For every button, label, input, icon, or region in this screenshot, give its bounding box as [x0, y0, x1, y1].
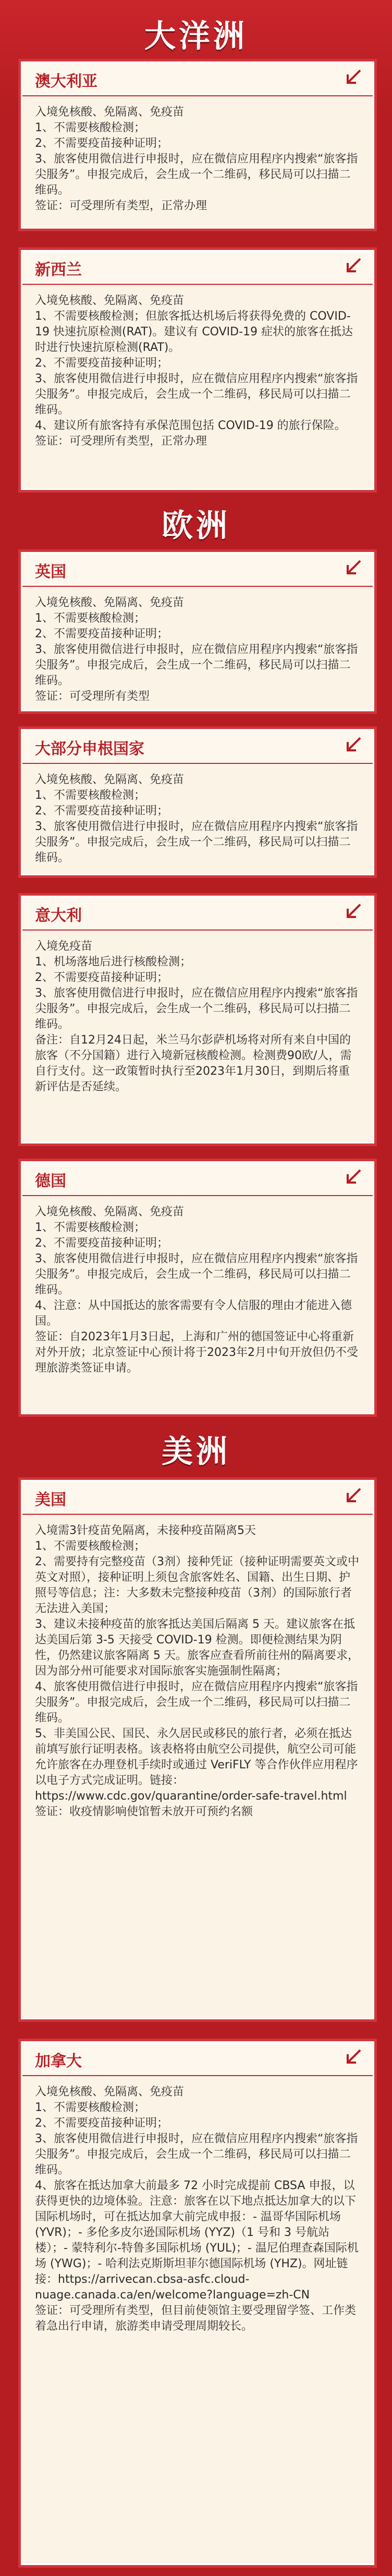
card-germany [21, 1161, 374, 1414]
card-uk [21, 552, 374, 711]
line: 5、非美国公民、国民、永久居民或移民的旅行者，必须在抵达前填写旅行证明表格。该表格将由航空公司提供，航空公司可能允许旅客在办理登机手续时或通过 VeriFLY 等合作伙伴应用程序以电子方式完成证明。链接：https://www.cdc.gov/quarantine/order-safe-travel.html [35, 1727, 358, 1803]
card-body [22, 2076, 373, 2344]
line: 2、不需要疫苗接种证明； [35, 1237, 168, 1250]
card-new-zealand [21, 250, 374, 490]
line: 2、需要持有完整疫苗（3剂）接种凭证（接种证明需要英文或中英文对照），接种证明上须包含旅客姓名、国籍、出生日期、护照号等信息；注：大多数未完整接种疫苗（3剂）的国际旅行者无法进入美国； [35, 1555, 359, 1615]
line: 3、旅客使用微信进行申报时，应在微信应用程序内搜索“旅客指尖服务”。申报完成后，会生成一个二维码，移民局可以扫描二维码。 [35, 2132, 358, 2177]
line: 3、旅客使用微信进行申报时，应在微信应用程序内搜索“旅客指尖服务”。申报完成后，会生成一个二维码，移民局可以扫描二维码。 [35, 372, 358, 417]
card-header [22, 252, 373, 285]
line: 4、建议所有旅客持有承保范围包括 COVID-19 的旅行保险。 [35, 419, 346, 432]
line: 2、不需要疫苗接种证明； [35, 2117, 168, 2130]
line: 4、注意：从中国抵达的旅客需要有令人信服的理由才能进入德国。 [35, 1299, 352, 1328]
line: 2、不需要疫苗接种证明； [35, 971, 168, 984]
card-usa [21, 1480, 374, 2019]
card-body [22, 764, 373, 875]
line: 签证：自2023年1月3日起，上海和广州的德国签证中心将重新对外开放；北京签证中心预计将于2023年2月中旬开放但仍不受理旅游类签证申请。 [35, 1330, 358, 1375]
line: 入境免核酸、免隔离、免疫苗 [35, 106, 185, 119]
line: 签证：可受理所有类型，但目前使领馆主要受理留学签、工作类着急出行申请，旅游类申请受理周期较长。 [35, 2304, 357, 2333]
line: 2、不需要疫苗接种证明； [35, 357, 168, 370]
line: 4、旅客在抵达加拿大前最多 72 小时完成提前 CBSA 申报，以获得更快的边境体验。注意：旅客在以下地点抵达加拿大的以下国际机场时，可在抵达加拿大前完成申报：- 温哥华国际机场 (YVR)；- 多伦多皮尔逊国际机场 (YYZ)（1 号和 3 号航站楼）；- 蒙特利尔-特鲁多国际机场 (YUL)；- 温尼伯理查森国际机场 (YWG)；- 哈利法克斯斯坦菲尔德国际机场 (YHZ)。网址链接：https://arrivecan.cbsa-asfc.cloud-nuage.canada.ca/en/welcome?language=zh-CN [35, 2179, 359, 2302]
card-title: 英国 [35, 563, 66, 581]
line: 签证：收疫情影响使馆暂未放开可预约名额 [35, 1805, 253, 1818]
line: 入境免核酸、免隔离、免疫苗 [35, 1205, 185, 1218]
card-header [22, 897, 373, 931]
line: 2、不需要疫苗接种证明； [35, 137, 168, 150]
line: 签证：可受理所有类型，正常办理 [35, 199, 207, 212]
line: 2、不需要疫苗接种证明； [35, 805, 168, 818]
line: 入境免核酸、免隔离、免疫苗 [35, 596, 185, 609]
card-header [22, 63, 373, 96]
card-header [22, 1163, 373, 1196]
card-title: 澳大利亚 [35, 72, 97, 91]
card-header [22, 731, 373, 764]
card-australia [21, 61, 374, 229]
card-header [22, 1481, 373, 1515]
line: 1、不需要核酸检测； [35, 2101, 145, 2114]
line: 1、机场落地后进行核酸检测； [35, 956, 191, 969]
card-body [22, 1515, 373, 1829]
line: 入境免疫苗 [35, 940, 93, 953]
card-canada [21, 2041, 374, 2565]
line: 1、不需要核酸检测； [35, 1221, 145, 1234]
line: 1、不需要核酸检测； [35, 789, 145, 802]
line: 2、不需要疫苗接种证明； [35, 627, 168, 640]
line: 备注：自12月24日起，米兰马尔彭萨机场将对所有来自中国的旅客（不分国籍）进行入境新冠核酸检测。检测费90欧/人，需自行支付。这一政策暂时执行至2023年1月30日，到期后将重新评估是否延续。 [35, 1034, 352, 1094]
line: 签证：可受理所有类型，正常办理 [35, 435, 207, 448]
card-body [22, 285, 373, 459]
arrow-down-left-icon [342, 67, 363, 88]
card-body [22, 96, 373, 223]
line: 1、不需要核酸检测； [35, 612, 145, 625]
line: 1、不需要核酸检测； [35, 121, 145, 134]
card-title: 意大利 [35, 907, 82, 925]
card-title: 新西兰 [35, 261, 82, 279]
line: 入境免核酸、免隔离、免疫苗 [35, 294, 185, 307]
arrow-down-left-icon [342, 901, 363, 922]
line: 3、建议未接种疫苗的旅客抵达美国后隔离 5 天。建议旅客在抵达美国后第 3-5 天接受 COVID-19 检测。即便检测结果为阴性，仍然建议旅客隔离 5 天。旅客应查看所前往州的隔离要求，因为部分州可能要求对国际旅客实施强制性隔离； [35, 1618, 359, 1678]
card-title: 加拿大 [35, 2052, 82, 2070]
card-body [22, 931, 373, 1104]
region-title-europe: 欧洲 [162, 508, 230, 544]
line: 入境免核酸、免隔离、免疫苗 [35, 773, 185, 786]
line: 3、旅客使用微信进行申报时，应在微信应用程序内搜索“旅客指尖服务”。申报完成后，会生成一个二维码，移民局可以扫描二维码。 [35, 820, 358, 864]
line: 签证：可受理所有类型 [35, 690, 150, 703]
arrow-down-left-icon [342, 1167, 363, 1188]
line: 1、不需要核酸检测；但旅客抵达机场后将获得免费的 COVID-19 快速抗原检测(RAT)。建议有 COVID-19 症状的旅客在抵达时进行快速抗原检测(RAT)。 [35, 310, 353, 354]
card-header [22, 2043, 373, 2076]
card-italy [21, 896, 374, 1144]
arrow-down-left-icon [342, 2047, 363, 2068]
card-body [22, 1196, 373, 1386]
card-title: 大部分申根国家 [35, 740, 144, 758]
line: 入境需3针疫苗免隔离，未接种疫苗隔离5天 [35, 1524, 256, 1537]
line: 3、旅客使用微信进行申报时，应在微信应用程序内搜索“旅客指尖服务”。申报完成后，会生成一个二维码，移民局可以扫描二维码。 [35, 643, 358, 687]
line: 3、旅客使用微信进行申报时，应在微信应用程序内搜索“旅客指尖服务”。申报完成后，会生成一个二维码，移民局可以扫描二维码。 [35, 1252, 358, 1297]
card-body [22, 587, 373, 714]
line: 3、旅客使用微信进行申报时，应在微信应用程序内搜索“旅客指尖服务”。申报完成后，会生成一个二维码，移民局可以扫描二维码。 [35, 987, 358, 1031]
card-title: 美国 [35, 1491, 66, 1509]
arrow-down-left-icon [342, 256, 363, 277]
card-schengen [21, 729, 374, 875]
line: 入境免核酸、免隔离、免疫苗 [35, 2085, 185, 2099]
line: 4、旅客使用微信进行申报时，应在微信应用程序内搜索“旅客指尖服务”。申报完成后，会生成一个二维码，移民局可以扫描二维码。 [35, 1680, 358, 1725]
card-header [22, 554, 373, 587]
arrow-down-left-icon [342, 558, 363, 579]
card-title: 德国 [35, 1172, 66, 1190]
line: 3、旅客使用微信进行申报时，应在微信应用程序内搜索“旅客指尖服务”。申报完成后，会生成一个二维码，移民局可以扫描二维码。 [35, 153, 358, 197]
region-title-oceania: 大洋洲 [144, 18, 248, 55]
arrow-down-left-icon [342, 735, 363, 756]
region-title-americas: 美洲 [162, 1434, 230, 1470]
line: 1、不需要核酸检测； [35, 1540, 145, 1553]
arrow-down-left-icon [342, 1486, 363, 1506]
